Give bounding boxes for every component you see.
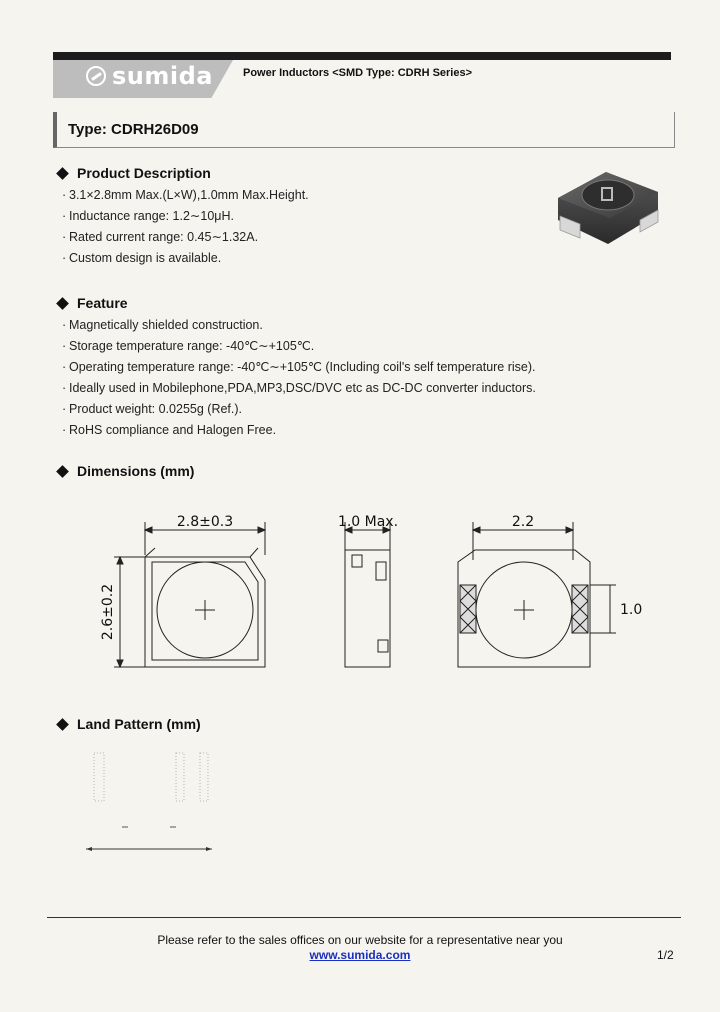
brand-logo — [86, 62, 213, 90]
terminal-height-label: 1.0 — [620, 602, 643, 618]
list-item: · Magnetically shielded construction. — [62, 318, 263, 332]
feature-list — [62, 315, 536, 441]
top-view-drawing — [114, 522, 265, 667]
brand-name: sumida — [112, 62, 213, 90]
product-description-heading: Product Description — [58, 165, 211, 181]
page-number: 1/2 — [657, 948, 674, 962]
list-item: · Product weight: 0.0255g (Ref.). — [62, 402, 243, 416]
footer-rule — [47, 917, 681, 918]
side-view-drawing — [345, 522, 390, 667]
bottom-view-drawing — [458, 522, 616, 667]
product-photo — [540, 158, 672, 250]
sumida-logo-icon — [86, 66, 106, 86]
dimension-drawings — [100, 500, 660, 680]
diamond-bullet-icon — [56, 297, 69, 310]
product-description-list — [62, 185, 309, 269]
land-pattern-heading: Land Pattern (mm) — [58, 716, 201, 732]
list-item: · Inductance range: 1.2∼10μH. — [62, 209, 235, 223]
series-title: Power Inductors <SMD Type: CDRH Series> — [243, 67, 473, 79]
land-pattern-drawing — [80, 745, 250, 855]
list-item: · Ideally used in Mobilephone,PDA,MP3,DSC/DVC etc as DC-DC converter inductors. — [62, 381, 536, 395]
list-item: · Storage temperature range: -40℃∼+105℃. — [62, 339, 315, 353]
list-item: · 3.1×2.8mm Max.(L×W),1.0mm Max.Height. — [62, 188, 309, 202]
list-item: · RoHS compliance and Halogen Free. — [62, 423, 277, 437]
diamond-bullet-icon — [56, 167, 69, 180]
list-item: · Rated current range: 0.45∼1.32A. — [62, 230, 259, 244]
website-link[interactable]: www.sumida.com — [309, 948, 411, 962]
header-top-rule — [53, 52, 671, 60]
width-dimension-label: 2.8±0.3 — [176, 514, 234, 530]
terminal-span-label: 2.2 — [511, 514, 535, 530]
list-item: · Custom design is available. — [62, 251, 222, 265]
page-title: Type: CDRH26D09 — [68, 121, 199, 138]
height-dimension-label: 2.6±0.2 — [100, 583, 116, 641]
diamond-bullet-icon — [56, 718, 69, 731]
feature-heading: Feature — [58, 295, 128, 311]
list-item: · Operating temperature range: -40℃∼+105℃ (Including coil's self temperature rise). — [62, 360, 536, 374]
dimensions-heading: Dimensions (mm) — [58, 463, 194, 479]
diamond-bullet-icon — [56, 465, 69, 478]
footer-note: Please refer to the sales offices on our website for a representative near you — [157, 933, 563, 947]
thickness-dimension-label: 1.0 Max. — [337, 514, 399, 530]
